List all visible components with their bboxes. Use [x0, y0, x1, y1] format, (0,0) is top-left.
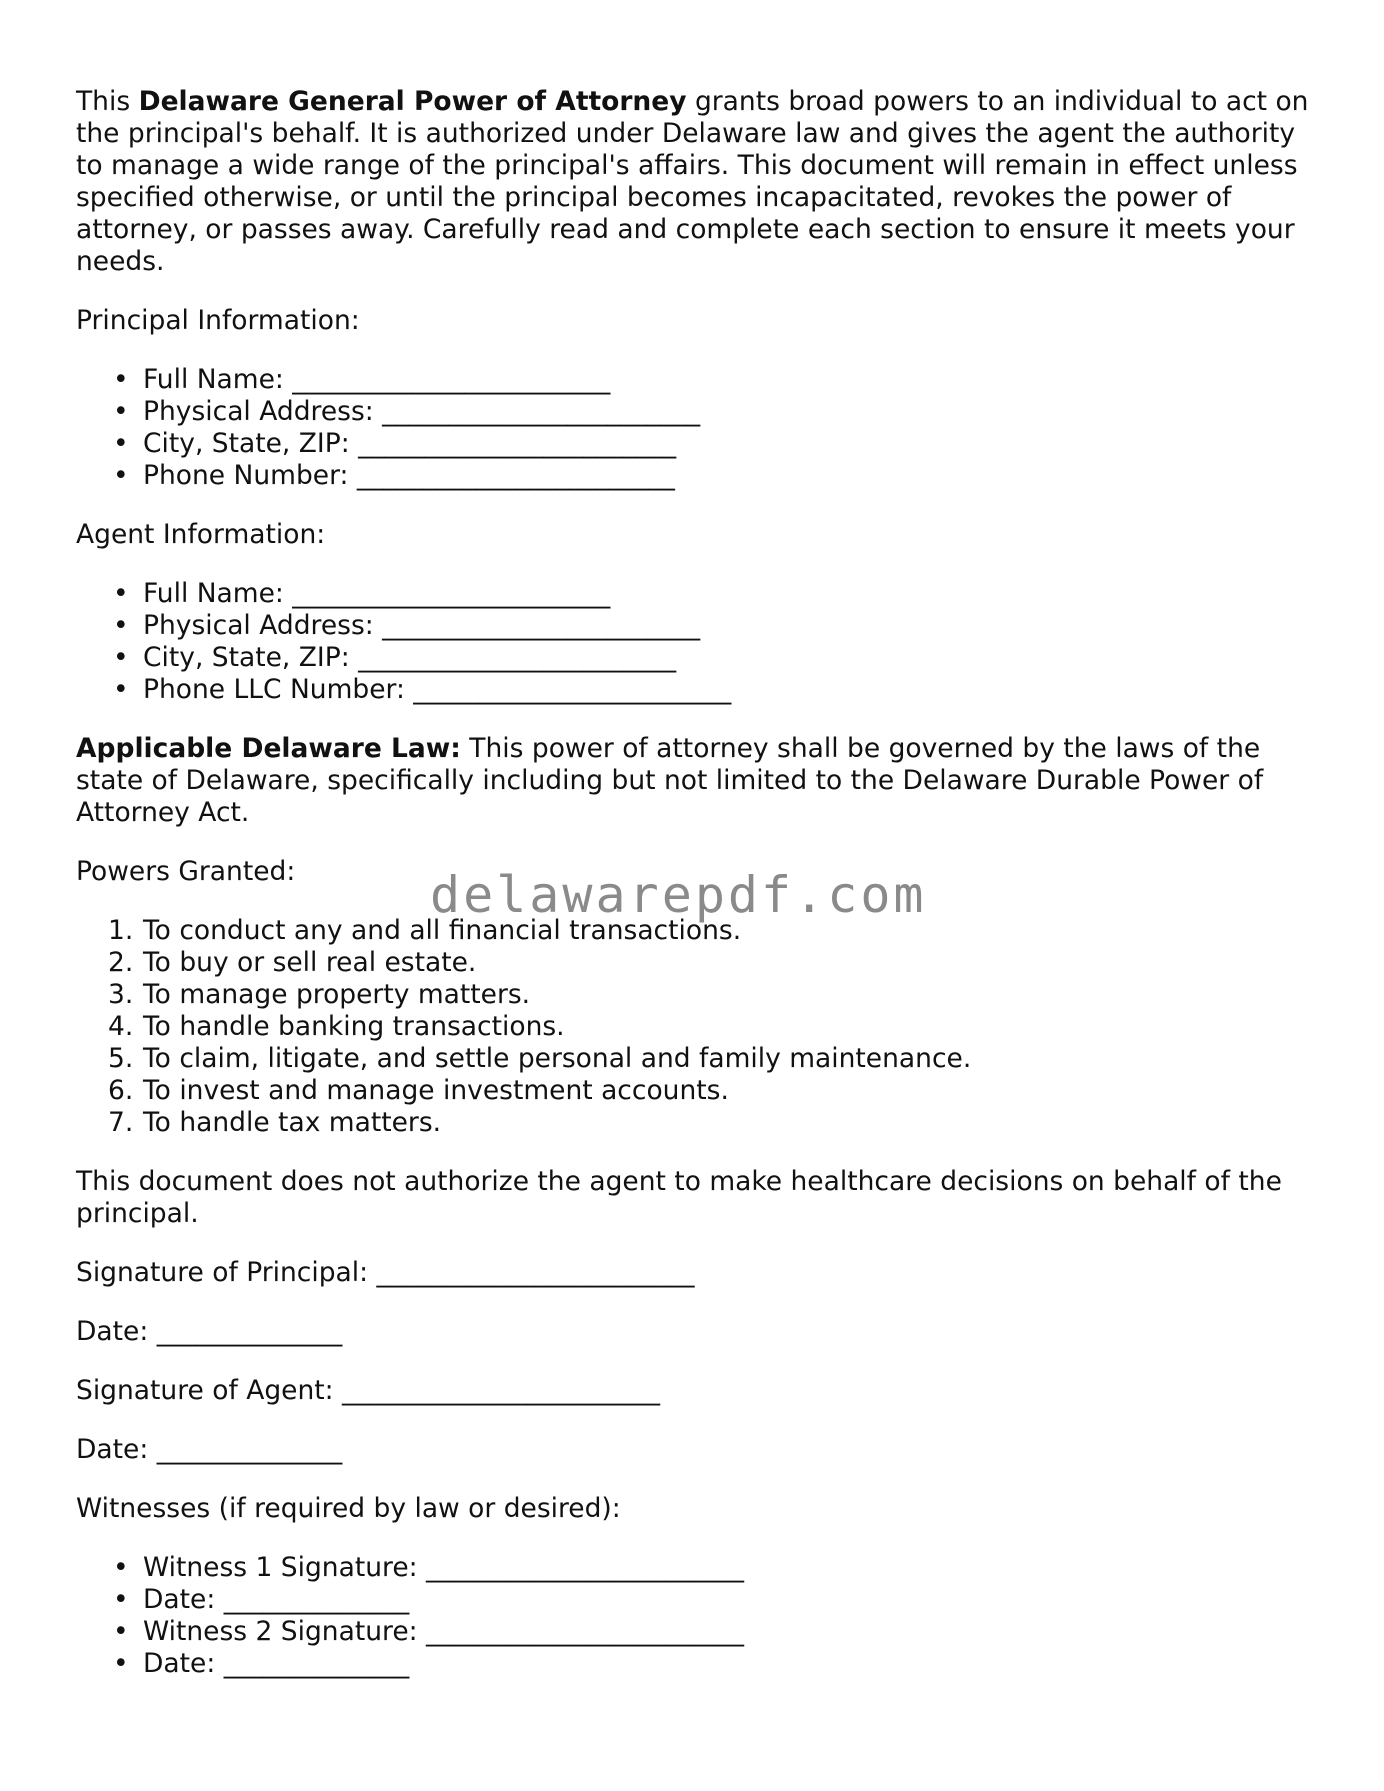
power-text: To conduct any and all financial transactions. — [143, 915, 742, 946]
document-title: Delaware General Power of Attorney — [138, 86, 687, 117]
witnesses-list — [76, 1552, 1316, 1680]
agent-city-state-zip-field: • City, State, ZIP: ________________________ — [143, 642, 1316, 674]
principal-date-line: Date: ______________ — [76, 1316, 343, 1347]
agent-heading: Agent Information: — [76, 519, 326, 550]
power-text: To manage property matters. — [143, 979, 531, 1010]
intro-paragraph — [76, 86, 1316, 278]
powers-list — [76, 915, 1316, 1139]
power-number: 1. — [108, 915, 134, 946]
witnesses-heading: Witnesses (if required by law or desired): — [76, 1493, 621, 1524]
power-number: 7. — [108, 1107, 134, 1138]
power-text: To claim, litigate, and settle personal and family maintenance. — [143, 1043, 972, 1074]
intro-body: grants broad powers to an individual to act on the principal's behalf. It is authorized under Delaware law and gives the agent the authority to manage a wide range of the principal's affairs. This document will remain in effect unless specified otherwise, or until the principal becomes incapacitated, revokes the power of attorney, or passes away. Carefully read and complete each section to ensure it meets your needs. — [76, 86, 1309, 277]
principal-signature-line: Signature of Principal: ________________________ — [76, 1257, 695, 1288]
power-item — [108, 1011, 1316, 1043]
principal-phone-field: • Phone Number: ________________________ — [143, 460, 1316, 492]
principal-city-state-zip-field: • City, State, ZIP: ________________________ — [143, 428, 1316, 460]
witness-1-date-line: • Date: ______________ — [143, 1584, 1316, 1616]
power-number: 6. — [108, 1075, 134, 1106]
power-number: 3. — [108, 979, 134, 1010]
principal-address-field: • Physical Address: ________________________ — [143, 396, 1316, 428]
watermark: delawarepdf.com — [430, 866, 927, 924]
power-item — [108, 1043, 1316, 1075]
principal-full-name-field: • Full Name: ________________________ — [143, 364, 1316, 396]
agent-phone-field: • Phone LLC Number: ________________________ — [143, 674, 1316, 706]
power-text: To handle tax matters. — [143, 1107, 442, 1138]
agent-address-field: • Physical Address: ________________________ — [143, 610, 1316, 642]
agent-fields — [76, 578, 1316, 706]
law-body: This power of attorney shall be governed by the laws of the state of Delaware, specifically including but not limited to the Delaware Durable Power of Attorney Act. — [76, 733, 1264, 828]
power-text: To invest and manage investment accounts. — [143, 1075, 729, 1106]
power-item — [108, 979, 1316, 1011]
agent-date-line: Date: ______________ — [76, 1434, 343, 1465]
power-text: To buy or sell real estate. — [143, 947, 477, 978]
power-number: 5. — [108, 1043, 134, 1074]
law-paragraph — [76, 733, 1316, 829]
healthcare-note: This document does not authorize the agent to make healthcare decisions on behalf of the principal. — [76, 1166, 1282, 1229]
agent-signature-line: Signature of Agent: ________________________ — [76, 1375, 661, 1406]
power-item — [108, 1075, 1316, 1107]
power-item — [108, 1107, 1316, 1139]
witness-1-signature-line: • Witness 1 Signature: ________________________ — [143, 1552, 1316, 1584]
witness-2-date-line: • Date: ______________ — [143, 1648, 1316, 1680]
power-item — [108, 947, 1316, 979]
witness-2-signature-line: • Witness 2 Signature: ________________________ — [143, 1616, 1316, 1648]
power-text: To handle banking transactions. — [143, 1011, 565, 1042]
principal-fields — [76, 364, 1316, 492]
power-number: 4. — [108, 1011, 134, 1042]
law-label: Applicable Delaware Law: — [76, 733, 461, 764]
principal-heading: Principal Information: — [76, 305, 360, 336]
intro-prefix: This — [76, 86, 139, 117]
powers-heading: Powers Granted: — [76, 856, 296, 887]
agent-full-name-field: • Full Name: ________________________ — [143, 578, 1316, 610]
power-number: 2. — [108, 947, 134, 978]
